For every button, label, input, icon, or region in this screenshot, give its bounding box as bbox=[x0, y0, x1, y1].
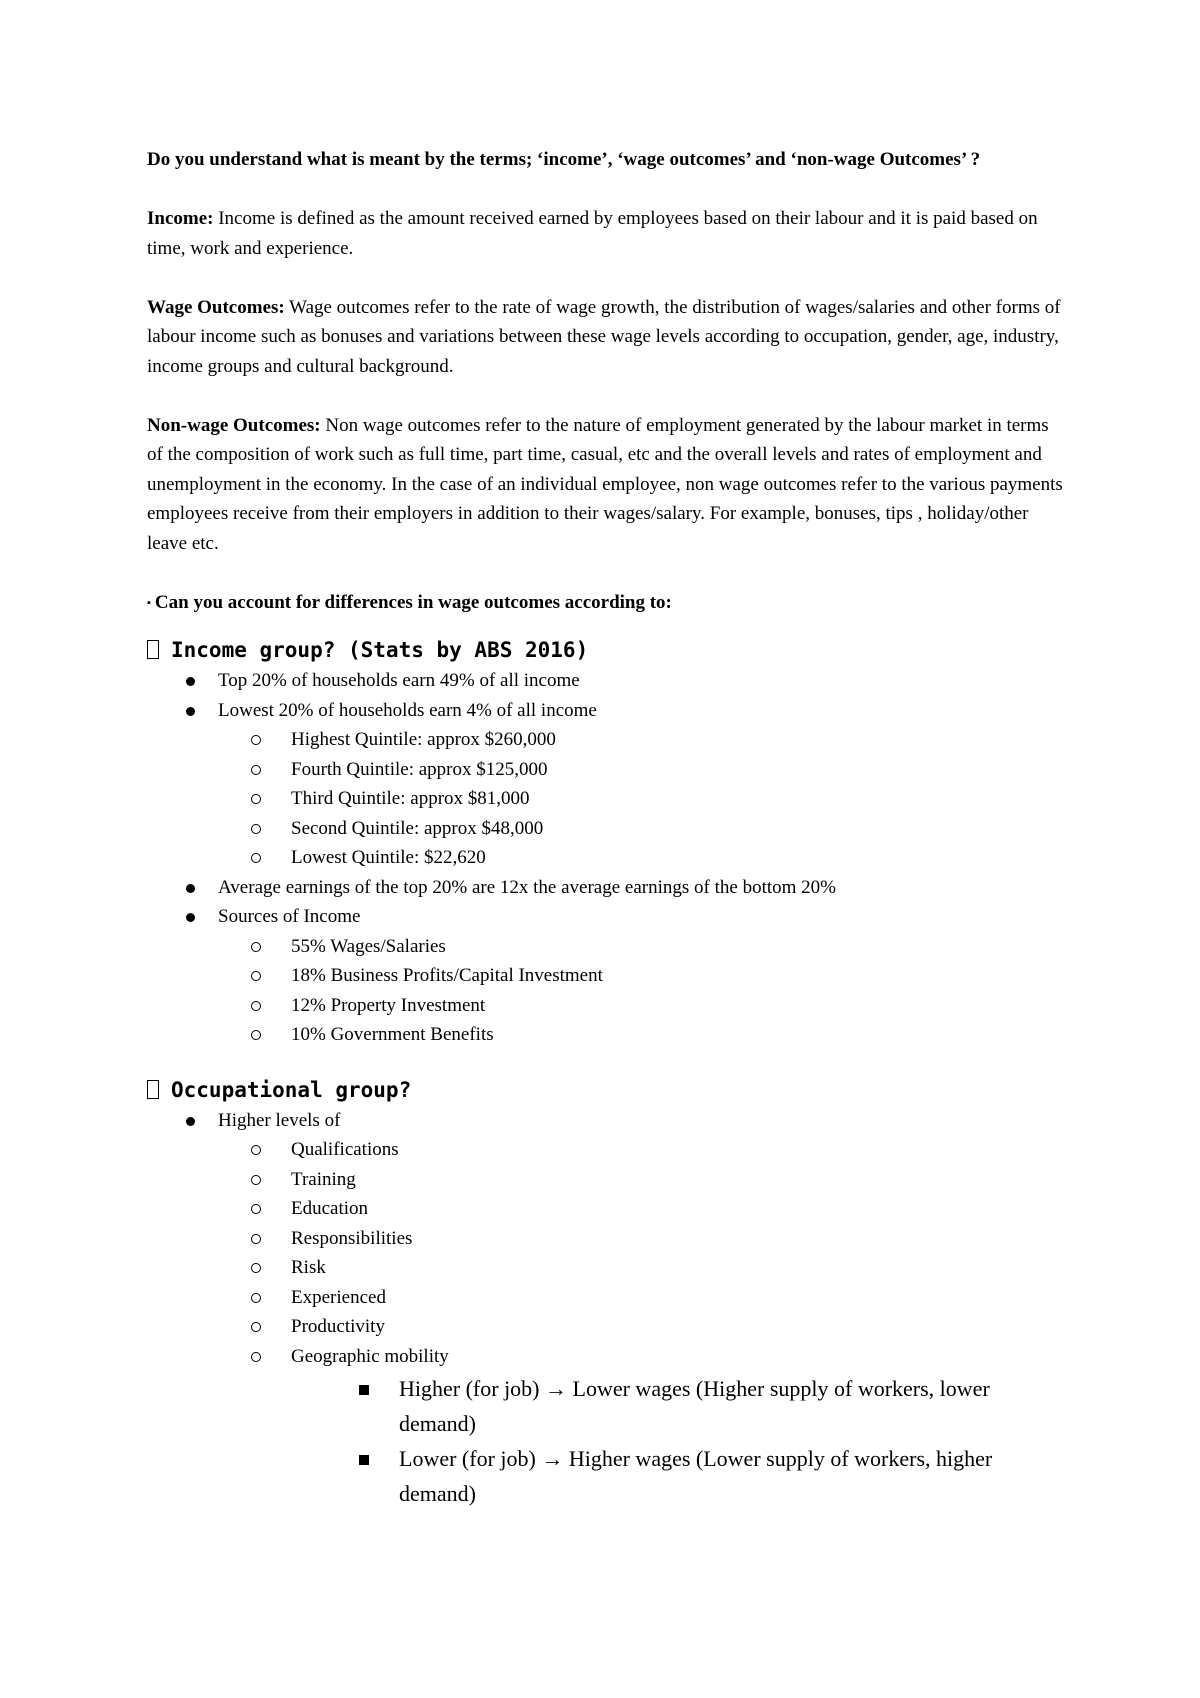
section-heading-income-group bbox=[147, 634, 1067, 666]
definition-text: Non wage outcomes refer to the nature of employment generated by the labour market in terms of the composition of work such as full time, part time, casual, etc and the overall levels and rates of employment and unemployment in the economy. In the case of an individual employee, non wage outcomes refer to the various payments employees receive from their employers in addition to their wages/salary. For example, bonuses, tips , holiday/other leave etc. bbox=[147, 414, 1063, 554]
list-item-text: 18% Business Profits/Capital Investment bbox=[291, 965, 603, 986]
list-item-text: Second Quintile: approx $48,000 bbox=[291, 817, 544, 839]
quintile-list bbox=[251, 725, 1067, 873]
circle-bullet-icon bbox=[251, 1293, 261, 1303]
list-item bbox=[251, 1135, 1067, 1165]
list-item-text: Lowest 20% of households earn 4% of all income bbox=[218, 699, 597, 721]
list-item-text: Qualifications bbox=[291, 1139, 399, 1160]
square-bullet-icon bbox=[359, 1385, 369, 1395]
bullet-icon bbox=[186, 707, 195, 716]
list-item bbox=[251, 755, 1067, 785]
bullet-icon bbox=[186, 677, 195, 686]
circle-bullet-icon bbox=[251, 971, 261, 981]
list-item-text: Experienced bbox=[291, 1286, 386, 1308]
list-item bbox=[251, 814, 1067, 844]
list-item-text: Responsibilities bbox=[291, 1227, 413, 1249]
section-heading-text: Income group? (Stats by ABS 2016) bbox=[171, 638, 589, 662]
definition-income bbox=[147, 204, 1067, 263]
list-item bbox=[147, 696, 1067, 873]
list-item-text: Third Quintile: approx $81,000 bbox=[291, 788, 530, 809]
list-item-text: Geographic mobility bbox=[291, 1345, 449, 1367]
checkbox-glyph-icon bbox=[147, 1080, 159, 1099]
list-item-text: Higher (for job) → Lower wages (Higher supply of workers, lower demand) bbox=[399, 1376, 990, 1436]
circle-bullet-icon bbox=[251, 942, 261, 952]
mobility-effects-list bbox=[359, 1371, 1067, 1511]
list-item-text: Risk bbox=[291, 1257, 326, 1278]
occupational-group-list bbox=[147, 1106, 1067, 1512]
list-item bbox=[251, 784, 1067, 814]
circle-bullet-icon bbox=[251, 1204, 261, 1214]
definition-text: Wage outcomes refer to the rate of wage growth, the distribution of wages/salaries and other forms of labour income such as bonuses and variations between these wage levels according to occupation, gender, age, industry, income groups and cultural background. bbox=[147, 296, 1061, 377]
circle-bullet-icon bbox=[251, 1145, 261, 1155]
income-sources-list bbox=[251, 932, 1067, 1050]
document-page bbox=[147, 145, 1067, 1511]
section-heading-occupational-group bbox=[147, 1074, 1067, 1106]
account-question-text: Can you account for differences in wage outcomes according to: bbox=[154, 591, 672, 613]
square-bullet-icon bbox=[359, 1455, 369, 1465]
list-item bbox=[251, 1020, 1067, 1050]
list-item bbox=[147, 902, 1067, 1050]
circle-bullet-icon bbox=[251, 794, 261, 804]
circle-bullet-icon bbox=[251, 1234, 261, 1244]
list-item-text: Training bbox=[291, 1168, 356, 1190]
circle-bullet-icon bbox=[251, 1322, 261, 1332]
list-item-text: Fourth Quintile: approx $125,000 bbox=[291, 758, 548, 780]
list-item-text: Education bbox=[291, 1198, 369, 1219]
definition-term: Income: bbox=[147, 208, 214, 229]
list-item bbox=[251, 1312, 1067, 1342]
list-item-text: 12% Property Investment bbox=[291, 994, 486, 1016]
definition-term: Wage Outcomes: bbox=[147, 296, 285, 318]
circle-bullet-icon bbox=[251, 824, 261, 834]
list-item bbox=[251, 932, 1067, 962]
bullet-icon bbox=[186, 1117, 195, 1126]
bullet-icon bbox=[186, 913, 195, 922]
definition-text: Income is defined as the amount received earned by employees based on their labour and it is paid based on time, work and experience. bbox=[147, 208, 1038, 259]
list-item-text: Lower (for job) → Higher wages (Lower supply of workers, higher demand) bbox=[399, 1446, 993, 1506]
list-item bbox=[251, 1194, 1067, 1224]
definition-term: Non-wage Outcomes: bbox=[147, 414, 321, 436]
list-item-text: 55% Wages/Salaries bbox=[291, 935, 446, 957]
list-item-text: Average earnings of the top 20% are 12x the average earnings of the bottom 20% bbox=[218, 876, 836, 898]
factors-list bbox=[251, 1135, 1067, 1511]
list-item bbox=[251, 991, 1067, 1021]
list-item bbox=[251, 1224, 1067, 1254]
list-item-text: 10% Government Benefits bbox=[291, 1024, 494, 1045]
list-item bbox=[251, 1253, 1067, 1283]
list-item-text: Higher levels of bbox=[218, 1109, 341, 1131]
list-item bbox=[251, 1165, 1067, 1195]
list-item bbox=[251, 1342, 1067, 1512]
circle-bullet-icon bbox=[251, 765, 261, 775]
list-item bbox=[251, 961, 1067, 991]
list-item bbox=[251, 843, 1067, 873]
bullet-icon bbox=[186, 884, 195, 893]
circle-bullet-icon bbox=[251, 735, 261, 745]
list-item bbox=[147, 666, 1067, 696]
definition-non-wage-outcomes bbox=[147, 411, 1067, 559]
circle-bullet-icon bbox=[251, 1352, 261, 1362]
list-item-text: Highest Quintile: approx $260,000 bbox=[291, 729, 556, 750]
list-item-text: Sources of Income bbox=[218, 906, 361, 927]
circle-bullet-icon bbox=[251, 853, 261, 863]
list-item bbox=[359, 1441, 999, 1511]
list-item bbox=[359, 1371, 999, 1441]
circle-bullet-icon bbox=[251, 1263, 261, 1273]
definition-wage-outcomes bbox=[147, 293, 1067, 382]
list-item-text: Productivity bbox=[291, 1316, 385, 1337]
income-group-list bbox=[147, 666, 1067, 1050]
section-heading-text: Occupational group? bbox=[171, 1077, 412, 1102]
account-question bbox=[147, 588, 1067, 621]
list-item bbox=[147, 1106, 1067, 1512]
list-item bbox=[251, 1283, 1067, 1313]
circle-bullet-icon bbox=[251, 1175, 261, 1185]
list-item-text: Top 20% of households earn 49% of all income bbox=[218, 670, 580, 691]
circle-bullet-icon bbox=[251, 1001, 261, 1011]
intro-question: Do you understand what is meant by the terms; ‘income’, ‘wage outcomes’ and ‘non-wage Outcomes’ ? bbox=[147, 149, 981, 170]
list-item-text: Lowest Quintile: $22,620 bbox=[291, 847, 486, 868]
checkbox-glyph-icon bbox=[147, 640, 159, 659]
list-item bbox=[251, 725, 1067, 755]
circle-bullet-icon bbox=[251, 1030, 261, 1040]
square-bullet-icon: ▪ bbox=[147, 596, 151, 609]
list-item bbox=[147, 873, 1067, 903]
